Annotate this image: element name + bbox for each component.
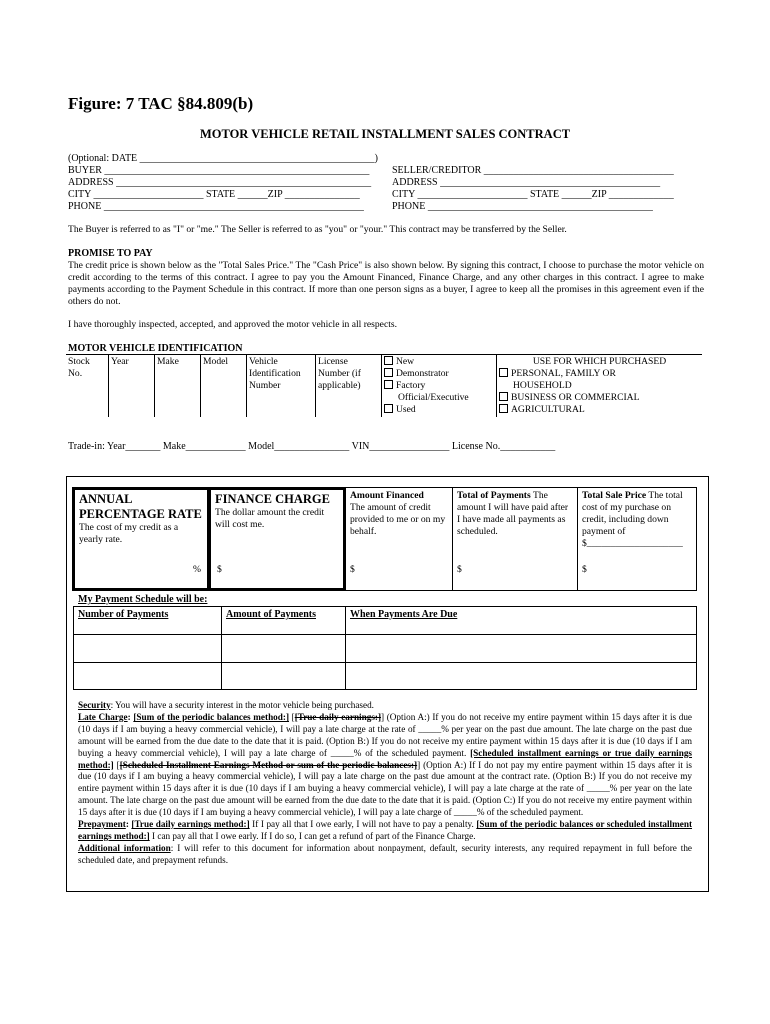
additional-info-clause: Additional information: I will refer to this document for information about nonpayment, default, security interests, any required repayment in full before the scheduled date, and prepayment refunds. <box>78 842 692 865</box>
promise-text: The credit price is shown below as the "Total Sales Price." The "Cash Price" is also shown below. By signing this contract, I choose to purchase the motor vehicle on credit according to the terms of this contract. I agree to pay you the Amount Financed, Finance Charge, and any other charges in this contract. I agree to make payments according to the Payment Schedule in this contract. If more than one person signs as a buyer, I agree to keep all the promises in this agreement even if the others do not. <box>68 260 704 307</box>
col-year: Year <box>108 355 154 417</box>
fc-desc: The dollar amount the credit will cost me. <box>215 507 325 530</box>
use-personal[interactable]: PERSONAL, FAMILY OR <box>499 368 700 380</box>
total-payments-box <box>453 487 578 591</box>
seller-city-field[interactable]: CITY ______________________ STATE ______ZIP _____________ <box>392 189 674 200</box>
vehicle-table <box>66 354 702 417</box>
inspected-text: I have thoroughly inspected, accepted, and approved the motor vehicle in all respects. <box>68 319 397 330</box>
seller-phone-field[interactable]: PHONE _____________________________________________ <box>392 201 653 212</box>
col-make: Make <box>154 355 200 417</box>
option-used[interactable]: Used <box>384 404 494 416</box>
contract-title: MOTOR VEHICLE RETAIL INSTALLMENT SALES CONTRACT <box>199 127 571 141</box>
col-number-of-payments: Number of Payments <box>78 609 169 620</box>
use-business[interactable]: BUSINESS OR COMMERCIAL <box>499 392 700 404</box>
figure-title: Figure: 7 TAC §84.809(b) <box>68 94 254 113</box>
col-model: Model <box>200 355 246 417</box>
total-sale-price-box <box>578 487 697 591</box>
promise-heading: PROMISE TO PAY <box>68 248 153 259</box>
tp-desc: The amount I will have paid after I have made all payments as scheduled. <box>457 490 569 537</box>
amount-financed-box <box>346 487 453 591</box>
checkbox-icon[interactable] <box>499 368 508 377</box>
tp-title: Total of Payments <box>457 490 531 501</box>
option-new[interactable]: New <box>384 356 494 368</box>
vehicle-heading: MOTOR VEHICLE IDENTIFICATION <box>68 343 243 354</box>
tp-value[interactable]: $ <box>457 564 462 575</box>
apr-desc: The cost of my credit as a yearly rate. <box>79 522 179 545</box>
buyer-field[interactable]: BUYER _____________________________________________________ <box>68 165 370 176</box>
fc-title: FINANCE CHARGE <box>215 492 330 506</box>
use-heading: USE FOR WHICH PURCHASED <box>532 356 667 367</box>
terms-block <box>78 700 692 867</box>
option-factory-cont: Official/Executive <box>398 392 469 403</box>
tradein-line[interactable]: Trade-in: Year_______ Make____________ Model_______________ VIN________________ License No.___________ <box>68 441 556 452</box>
use-options <box>496 355 702 417</box>
seller-field[interactable]: SELLER/CREDITOR ______________________________________ <box>392 165 674 176</box>
down-payment-field[interactable]: $____________________ <box>582 538 683 549</box>
checkbox-icon[interactable] <box>499 392 508 401</box>
ts-value[interactable]: $ <box>582 564 587 575</box>
ts-desc: The total cost of my purchase on credit, including down payment of <box>582 490 683 537</box>
payment-schedule-table <box>73 606 697 690</box>
buyer-phone-field[interactable]: PHONE ____________________________________________________ <box>68 201 364 212</box>
col-stock: Stock No. <box>68 356 90 379</box>
af-desc: The amount of credit provided to me or on my behalf. <box>350 502 446 537</box>
fc-value[interactable]: $ <box>217 564 222 575</box>
col-amount-of-payments: Amount of Payments <box>226 609 316 620</box>
ts-title: Total Sale Price <box>582 490 647 501</box>
prepayment-clause: Prepayment: [True daily earnings method:] If I pay all that I owe early, I will not have to pay a penalty. [Sum of the periodic balances or scheduled installment earnings method:] I can pay all that I owe early. If I do so, I can get a refund of part of the Finance Charge. <box>78 819 693 841</box>
use-personal-cont: HOUSEHOLD <box>513 380 572 391</box>
late-charge-clause: Late Charge: [Sum of the periodic balances method:] [[True daily earnings:]] (Option A:) If you do not receive my entire payment within 15 days after it is due (10 days if I am buying a heavy commercial vehicle), I will pay a late charge at the rate of _____% per year on the past due amount. The late charge on the past due amount will be earned from the due date to the date that it is paid. (Option B:) If you do not receive my entire payment within 15 days after it is due (10 days if I am buying a heavy commercial vehicle), I will pay a late charge of _____% of the scheduled payment. [Scheduled installment earnings or true daily earnings method:] [[Scheduled Installment Earnings Method or sum of the periodic balances:]] (Option A:) If I do not pay my entire payment within 15 days after it is due (10 days if I am buying a heavy commercial vehicle), I will pay a late charge on the past due amount at the contract rate. (Option B:) If you do not receive my entire payment within 15 days after it is due (10 days if I am buying a heavy commercial vehicle), I will pay a late charge at the rate of _____% per year on the late amount. The late charge on the past due amount will be earned from the due date to the date that it is paid. (Option C:) If you do not receive my entire payment within 15 days after it is due (10 days if I am buying a heavy commercial vehicle), I will pay a late charge of _____% of the scheduled payment. <box>78 711 693 818</box>
date-field[interactable]: (Optional: DATE _______________________________________________) <box>68 153 378 164</box>
schedule-heading: My Payment Schedule will be: <box>78 594 208 605</box>
col-license: License Number (if applicable) <box>315 355 381 417</box>
checkbox-icon[interactable] <box>384 356 393 365</box>
checkbox-icon[interactable] <box>384 404 393 413</box>
af-value[interactable]: $ <box>350 564 355 575</box>
col-vin: Vehicle Identification Number <box>246 355 315 417</box>
security-clause: Security: You will have a security interest in the motor vehicle being purchased. <box>78 700 374 710</box>
checkbox-icon[interactable] <box>384 380 393 389</box>
condition-options <box>381 355 496 417</box>
option-demonstrator[interactable]: Demonstrator <box>384 368 494 380</box>
af-title: Amount Financed <box>350 490 424 501</box>
seller-address-field[interactable]: ADDRESS ____________________________________________ <box>392 177 661 188</box>
finance-charge-box <box>208 487 346 591</box>
apr-title: ANNUAL <box>79 492 133 506</box>
apr-title-2: PERCENTAGE RATE <box>79 507 202 521</box>
option-factory[interactable]: Factory <box>384 380 494 392</box>
use-agricultural[interactable]: AGRICULTURAL <box>499 404 700 416</box>
checkbox-icon[interactable] <box>384 368 393 377</box>
buyer-address-field[interactable]: ADDRESS ___________________________________________________ <box>68 177 372 188</box>
intro-text: The Buyer is referred to as "I" or "me." The Seller is referred to as "you" or "your." This contract may be transferred by the Seller. <box>68 224 567 235</box>
apr-box <box>72 487 210 591</box>
col-when-due: When Payments Are Due <box>350 609 458 620</box>
buyer-city-field[interactable]: CITY ______________________ STATE ______ZIP _______________ <box>68 189 360 200</box>
apr-value[interactable]: % <box>193 564 201 575</box>
checkbox-icon[interactable] <box>499 404 508 413</box>
